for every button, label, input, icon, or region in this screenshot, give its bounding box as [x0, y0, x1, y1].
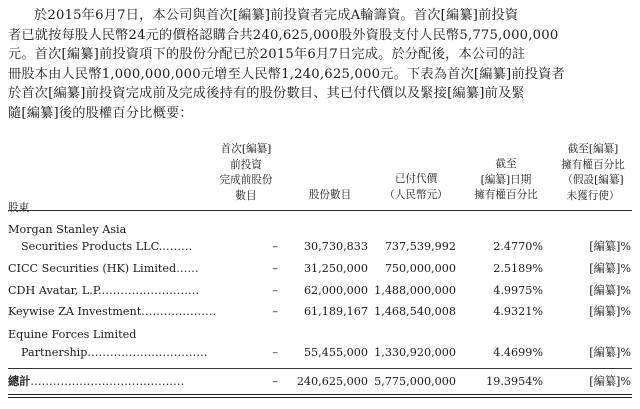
- row-name-line: Equine Forces Limited: [8, 328, 137, 341]
- row-pct-post: [編纂]%: [589, 284, 631, 297]
- intro-paragraph: [8, 6, 634, 124]
- row-before: –: [272, 346, 278, 359]
- row-shares: 31,250,000: [303, 262, 368, 275]
- header-shares: 股份數目: [308, 189, 352, 201]
- row-consideration: 737,539,992: [384, 240, 456, 253]
- row-name: CDH Avatar, L.P...........................: [8, 284, 200, 297]
- total-before: –: [272, 375, 278, 388]
- total-label: 總計.........................................: [8, 374, 185, 388]
- row-name-line: Morgan Stanley Asia: [8, 223, 127, 236]
- row-before: –: [272, 262, 278, 275]
- row-before: –: [272, 284, 278, 297]
- row-pct-post: [編纂]%: [589, 240, 631, 253]
- row-pct-pre: 2.4770%: [493, 240, 543, 253]
- total-pct-pre: 19.3954%: [486, 375, 543, 388]
- header-consideration: 已付代價 （人民幣元）: [384, 173, 448, 201]
- intro-line: 冊股本由人民幣1,000,000,000元增至人民幣1,240,625,000元。下表為首次[編纂]前投資者: [8, 66, 565, 82]
- row-name: Partnership................................: [21, 346, 208, 359]
- total-bottom-rule-1: [8, 394, 632, 395]
- row-consideration: 1,468,540,008: [374, 305, 456, 318]
- row-before: –: [272, 305, 278, 318]
- intro-line: 於2015年6月7日，本公司與首次[編纂]前投資者完成A輪籌資。首次[編纂]前投資: [34, 8, 519, 23]
- row-pct-pre: 2.5189%: [493, 262, 543, 275]
- row-pct-pre: 4.4699%: [493, 346, 543, 359]
- row-name: Securities Products LLC.........: [21, 240, 193, 253]
- row-pct-pre: 4.9321%: [493, 305, 543, 318]
- row-before: –: [272, 240, 278, 253]
- row-name: Keywise ZA Investment....................: [8, 305, 217, 318]
- header-rule: [8, 210, 632, 211]
- header-pct-post: 截至[編纂] 擁有權百分比 （假設[編纂] 未獲行使）: [561, 143, 625, 202]
- row-pct-post: [編纂]%: [589, 346, 631, 359]
- total-pct-post: [編纂]%: [589, 375, 631, 388]
- total-bottom-rule-2: [8, 397, 632, 398]
- row-pct-pre: 4.9975%: [493, 284, 543, 297]
- total-shares: 240,625,000: [296, 375, 368, 388]
- row-consideration: 1,488,000,000: [374, 284, 456, 297]
- row-pct-post: [編纂]%: [589, 305, 631, 318]
- intro-line: 於首次[編纂]前投資完成前及完成後持有的股份數目、其已付代價以及緊接[編纂]前及緊: [8, 86, 525, 102]
- row-shares: 55,455,000: [303, 346, 368, 359]
- header-shareholder: 股東: [8, 202, 30, 214]
- row-shares: 61,189,167: [303, 305, 368, 318]
- header-before-investment: 首次[編纂] 前投資 完成前股份 數目: [219, 143, 273, 202]
- row-pct-post: [編纂]%: [589, 262, 631, 275]
- intro-line: 元。首次[編纂]前投資項下的股份分配已於2015年6月7日完成。於分配後，本公司的註: [8, 47, 526, 63]
- row-shares: 30,730,833: [303, 240, 368, 253]
- intro-line: 者已就按每股人民幣24元的價格認購合共240,625,000股外資股支付人民幣5,775,000,000: [8, 27, 559, 43]
- total-consideration: 5,775,000,000: [374, 375, 456, 388]
- row-consideration: 750,000,000: [384, 262, 456, 275]
- header-pct-pre: 截至 [編纂]日期 擁有權百分比: [474, 158, 538, 201]
- row-consideration: 1,330,920,000: [374, 346, 456, 359]
- intro-line: 隨[編纂]後的股權百分比概要：: [8, 105, 193, 121]
- total-top-rule: [8, 368, 632, 369]
- row-shares: 62,000,000: [303, 284, 368, 297]
- row-name: CICC Securities (HK) Limited......: [8, 262, 199, 275]
